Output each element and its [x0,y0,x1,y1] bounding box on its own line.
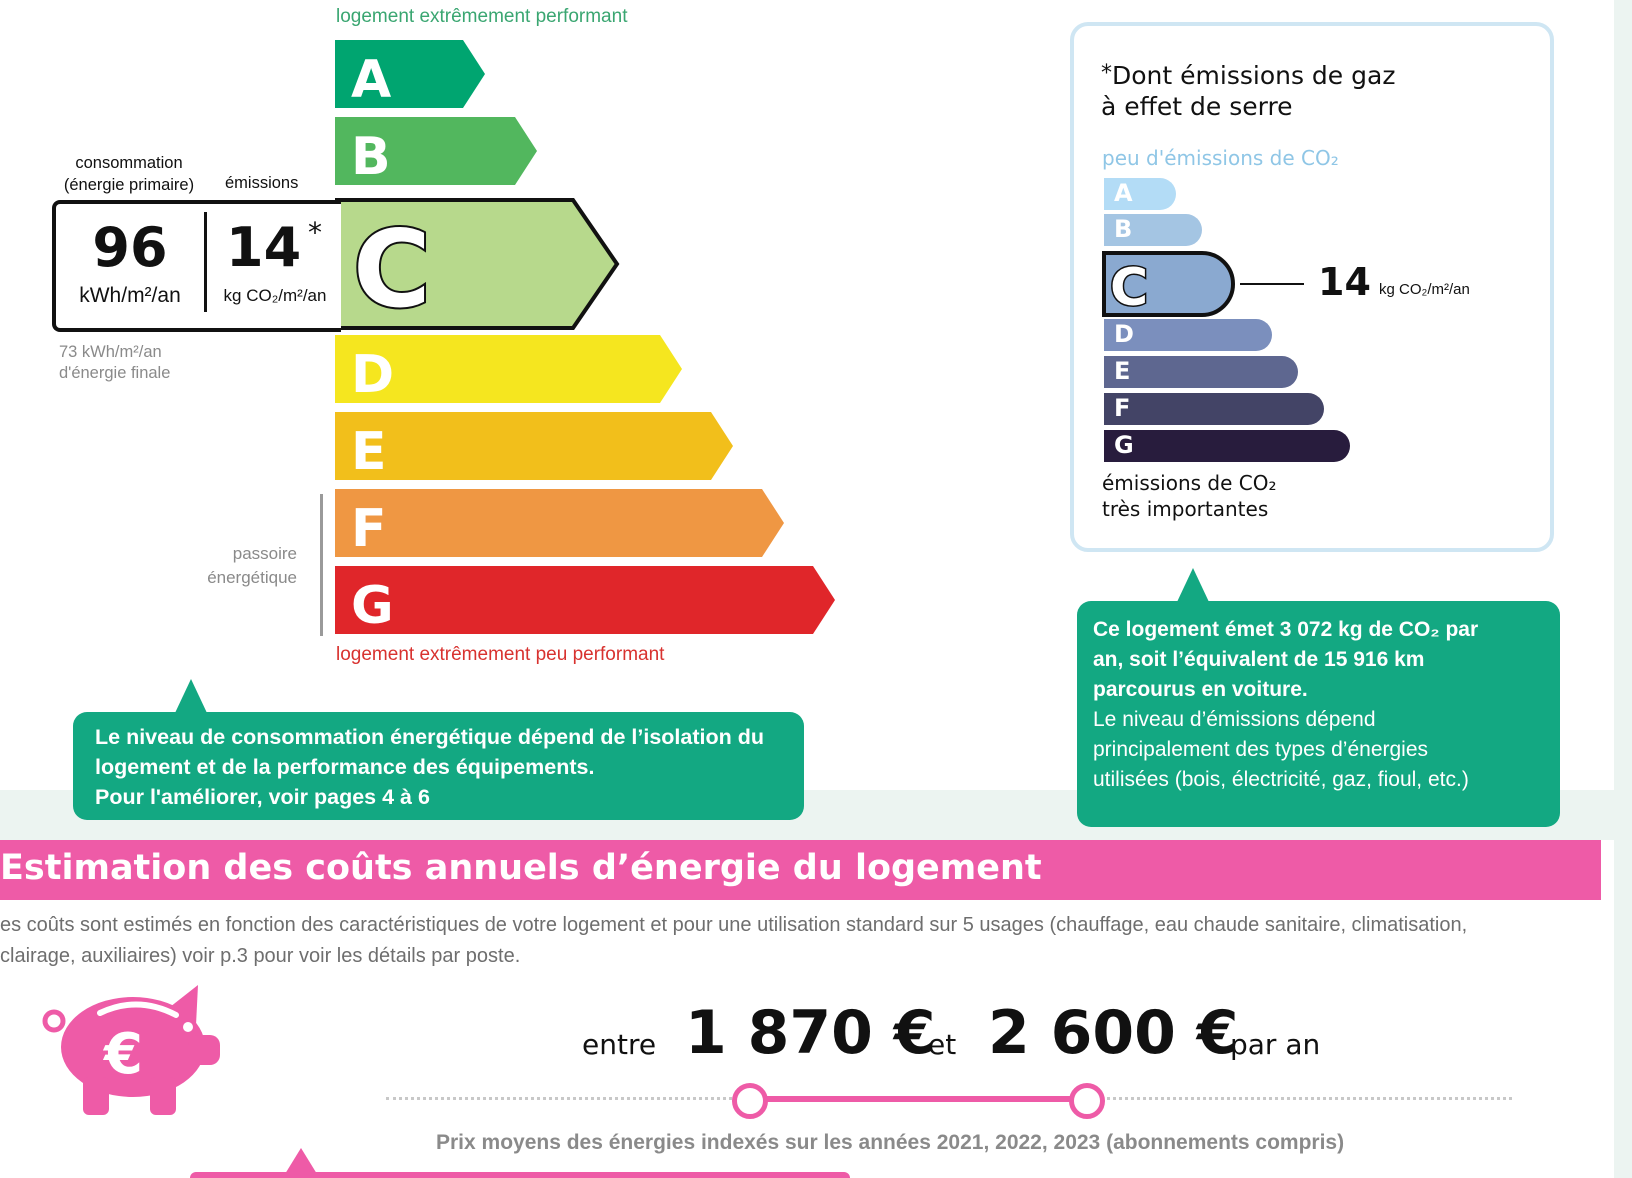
consumption-header-line2: (énergie primaire) [63,176,195,194]
cost-range-fill [747,1096,1085,1102]
consumption-header-line1: consommation [75,154,183,172]
final-energy-line2: d'énergie finale [59,364,171,382]
ghg-class-bar-b [1104,214,1202,246]
passoire-label [175,542,297,590]
ghg-bubble-pointer [1177,568,1209,602]
energy-current-class-arrow [335,198,620,330]
emissions-header: émissions [225,174,299,192]
ghg-bubble-line2: an, soit l’équivalent de 15 916 km [1093,648,1425,671]
ghg-class-letter-g: G [1114,431,1134,459]
value-box [52,200,341,332]
ghg-title-line1: Dont émissions de gaz [1112,61,1396,90]
energy-class-letter-a: A [351,50,392,108]
ghg-value-connector [1240,283,1304,285]
cost-bubble-top [190,1172,850,1178]
energy-class-bar-f [335,489,784,557]
consumption-value: 96 [92,216,168,279]
ghg-current-class-letter: C [1110,258,1149,317]
ghg-class-bar-g [1104,430,1350,462]
ghg-info-bubble [1077,601,1560,827]
ghg-class-letter-b: B [1114,215,1133,243]
ghg-bubble-line6: utilisées (bois, électricité, gaz, fioul, etc.) [1093,768,1469,791]
emissions-value: 14 [226,216,302,279]
price-note: Prix moyens des énergies indexés sur les années 2021, 2022, 2023 (abonnements compris) [436,1131,1345,1154]
ghg-class-letter-a: A [1114,179,1133,207]
ghg-class-bar-a [1104,178,1176,210]
ghg-value: 14 [1318,260,1371,304]
passoire-line1: passoire [232,544,297,563]
ghg-bubble-line5: principalement des types d’énergies [1093,738,1429,761]
piggy-bank-icon [38,985,228,1115]
ghg-title-line2: à effet de serre [1101,92,1293,121]
value-box-divider [204,212,207,312]
energy-class-bar-a [335,40,485,108]
ghg-bubble-line3: parcourus en voiture. [1093,678,1308,701]
cost-per-year: par an [1230,1028,1321,1061]
final-energy-line1: 73 kWh/m²/an [59,343,162,361]
energy-class-bar-d [335,335,682,403]
cost-range-low-marker [732,1083,768,1119]
energy-class-bar-b [335,117,537,185]
ghg-class-letter-e: E [1114,357,1131,385]
energy-info-bubble [73,712,804,820]
ghg-bottom-line2: très importantes [1102,497,1269,521]
ghg-top-label: peu d'émissions de CO₂ [1102,146,1339,170]
cost-and-word: et [928,1028,957,1061]
ghg-bottom-line1: émissions de CO₂ [1102,471,1277,495]
cost-between-word: entre [582,1028,657,1061]
energy-class-bar-e [335,412,733,480]
cost-bubble-pointer [285,1148,317,1174]
energy-current-class-letter: C [353,208,431,330]
cost-low-value: 1 870 € [685,998,936,1068]
costs-note [0,910,1610,972]
energy-class-bar-g [335,566,835,634]
emissions-unit: kg CO₂/m²/an [223,286,327,305]
ghg-unit: kg CO₂/m²/an [1379,281,1470,298]
energy-bubble-line2: logement et de la performance des équipements. [95,755,595,779]
ghg-title-star: * [1101,61,1112,86]
energy-class-letter-g: G [351,576,394,634]
energy-bubble-line3: Pour l'améliorer, voir pages 4 à 6 [95,785,430,809]
ghg-class-bar-f [1104,393,1324,425]
passoire-line2: énergétique [207,568,297,587]
energy-class-letter-d: D [351,345,395,403]
ghg-class-letter-d: D [1114,320,1134,348]
energy-top-label: logement extrêmement performant [336,6,628,27]
ghg-bubble-line4: Le niveau d’émissions dépend [1093,708,1376,731]
cost-high-value: 2 600 € [988,998,1239,1068]
ghg-bubble-line1: Ce logement émet 3 072 kg de CO₂ par [1093,618,1479,641]
right-edge-band [1614,0,1632,1178]
consumption-unit: kWh/m²/an [79,284,181,307]
final-energy [59,342,170,384]
piggy-euro-symbol: € [104,1022,143,1087]
cost-range-high-marker [1069,1083,1105,1119]
ghg-class-letter-f: F [1114,394,1131,422]
emissions-star: * [308,216,322,249]
ghg-current-class-arrow [1102,251,1237,317]
ghg-bottom-label [1102,470,1277,522]
ghg-class-bar-e [1104,356,1298,388]
ghg-title [1101,58,1395,122]
passoire-bracket [320,494,323,636]
costs-note-line2: clairage, auxiliaires) voir p.3 pour voir les détails par poste. [0,945,521,967]
energy-class-letter-f: F [351,499,387,557]
consumption-header [54,152,204,196]
energy-bottom-label: logement extrêmement peu performant [336,644,665,665]
ghg-class-bar-d [1104,319,1272,351]
energy-bubble-line1: Le niveau de consommation énergétique dépend de l’isolation du [95,725,764,749]
costs-section-title: Estimation des coûts annuels d’énergie du logement [0,848,1042,888]
energy-class-letter-b: B [351,127,391,185]
energy-class-letter-e: E [351,422,387,480]
energy-bubble-pointer [175,679,207,713]
costs-note-line1: es coûts sont estimés en fonction des caractéristiques de votre logement et pour une utilisation standard sur 5 usages (chauffage, eau chaude sanitaire, climatisation, [0,914,1468,936]
